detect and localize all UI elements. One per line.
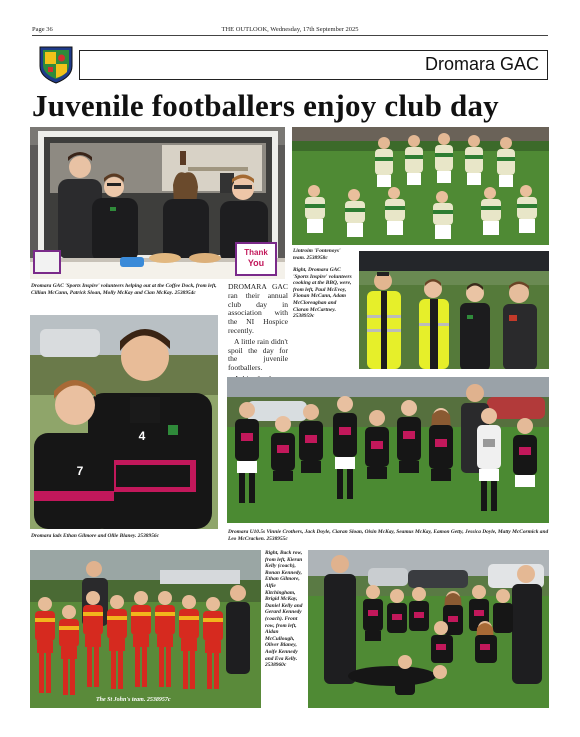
paper-dateline: THE OUTLOOK, Wednesday, 17th September 2025: [221, 26, 359, 33]
page-number: Page 36: [32, 26, 53, 33]
caption-bbq: Right, Dromara GAC 'Sports Inspire' volunteers cooking at the BBQ, were, from left, Paul McEvoy, Fionan McCann, Adam McCloreaghan and Ciaran McCartney. 2538959c: [293, 267, 352, 320]
photo-lintroim-team: [292, 127, 549, 245]
caption-coffee-dock: Dromara GAC 'Sports Inspire' volunteers helping out at the Coffee Dock, from left, Cillian McCann, Patrick Sloan, Molly McKay and Cian McKay. 2538954c: [31, 283, 217, 296]
masthead-rule: [32, 35, 548, 36]
article-paragraph: DROMARA GAC ran their annual club day in association with the NI Hospice recently.: [228, 282, 288, 335]
sign-line-1: Thank: [244, 248, 268, 257]
caption-back-row: Right, Back row, from left, Kieran Kelly (coach), Ronan Kennedy, Ethan Gilmore, Alfie Kitchingham, Brigid McKay, Daniel Kelly and Gerard Kennedy (coach). Front row, from left, Aidan McCullough, Oliver Blaney, Aoife Kennedy and Eva Kelly. 2538960c: [265, 550, 303, 669]
photo-coffee-dock: [30, 127, 285, 279]
caption-dromara-lads: Dromara lads Ethan Gilmore and Ollie Blaney. 2538956c: [31, 533, 159, 539]
sign-line-2: You: [247, 258, 265, 268]
photo-dromara-lads: [30, 315, 218, 529]
photo-st-johns-team: [30, 550, 261, 708]
section-header: [79, 50, 548, 80]
svg-text:7: 7: [76, 464, 84, 478]
headline: Juvenile footballers enjoy club day: [32, 88, 499, 123]
photo-dromara-u10: [227, 377, 549, 523]
article-paragraph: A little rain didn't spoil the day for the juvenile footballers.: [228, 336, 288, 373]
caption-lintroim: Lintroim 'Fontenoys' team. 2538958c: [293, 248, 341, 261]
caption-st-johns: The St John's team. 2538957c: [96, 697, 171, 703]
club-crest-logo: [37, 44, 75, 84]
photo-coaches-group: [308, 550, 549, 708]
section-name: Dromara GAC: [424, 54, 539, 74]
caption-u10: Dromara U10.5s Vinnie Crothers, Jack Doyle, Ciaran Sloan, Oisin McKay, Seamus McKay, Eamon Getty, Jessica Doyle, Matty McCormick and Leo McCracken. 2538955c: [228, 529, 549, 542]
svg-text:4: 4: [138, 429, 146, 443]
photo-bbq-volunteers: [359, 251, 549, 369]
